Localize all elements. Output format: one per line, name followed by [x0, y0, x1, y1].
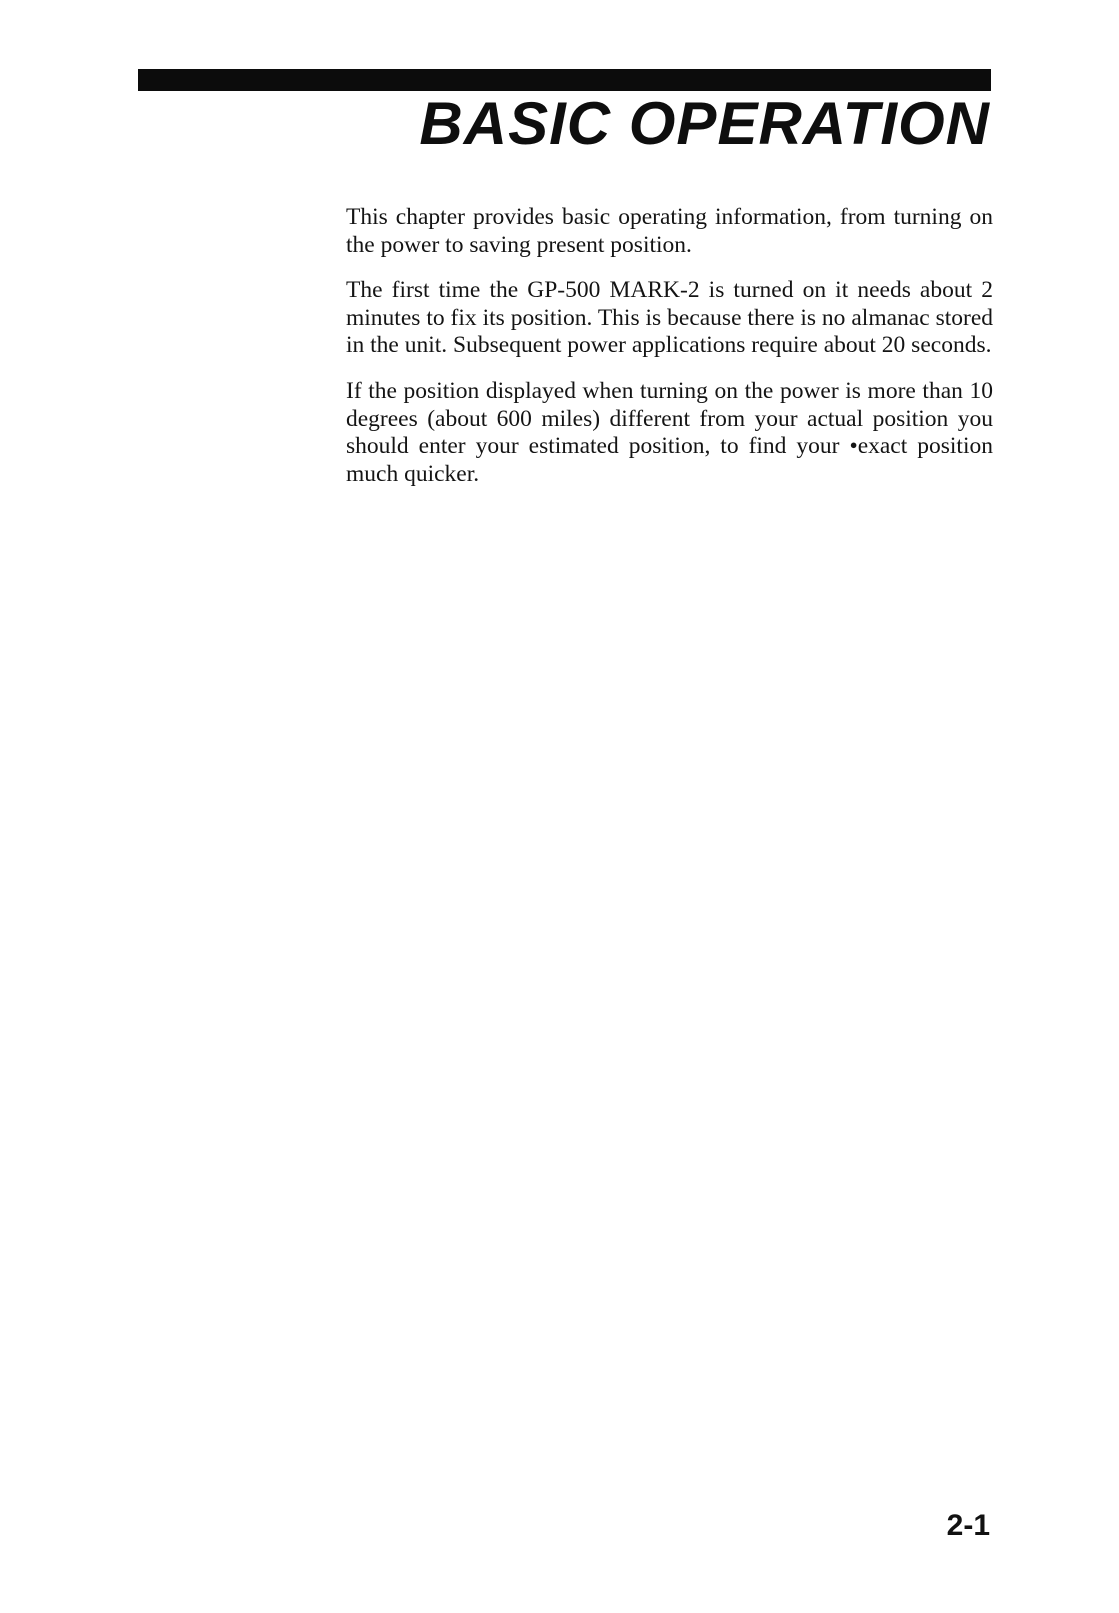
paragraph-chapter-overview: This chapter provides basic operating information, from turning on the power to saving present position.	[346, 204, 993, 258]
paragraph-estimated-position: If the position displayed when turning on the power is more than 10 degrees (about 600 miles) different from your actual position you should enter your estimated position, to find your •exact position much quicker.	[346, 377, 993, 487]
chapter-title: BASIC OPERATION	[419, 90, 990, 157]
page-number: 2-1	[946, 1509, 990, 1542]
paragraph-first-power-on: The first time the GP-500 MARK-2 is turned on it needs about 2 minutes to fix its position. This is because there is no almanac stored in the unit. Subsequent power applications require about 20 seconds.	[346, 277, 993, 359]
chapter-intro	[346, 204, 993, 506]
